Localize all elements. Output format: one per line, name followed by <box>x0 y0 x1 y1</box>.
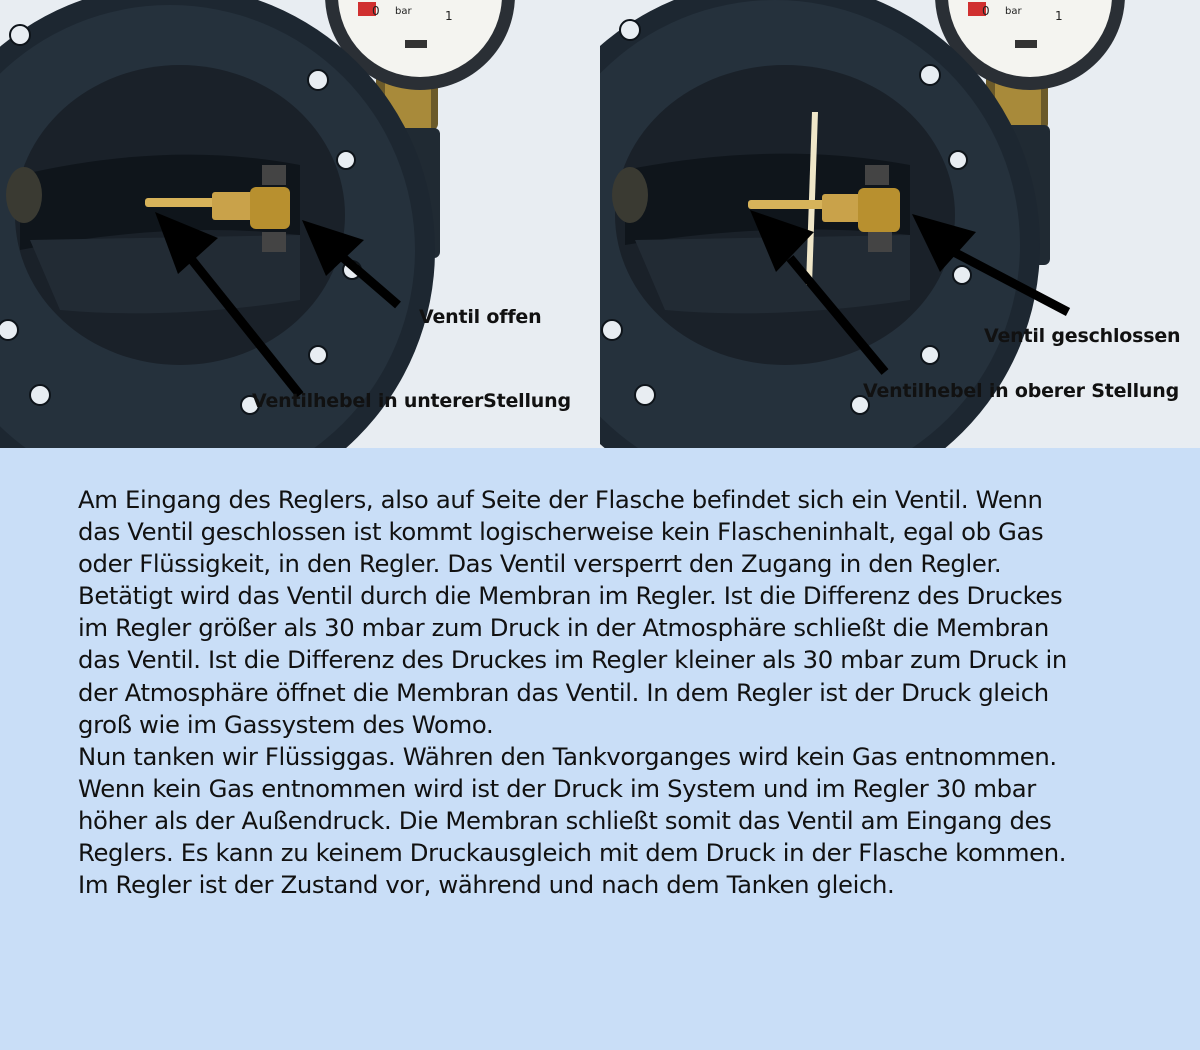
photo-valve-closed <box>600 0 1200 448</box>
text-line: das Ventil geschlossen ist kommt logischerweise kein Flascheninhalt, egal ob Gas <box>78 517 1044 547</box>
text-line: höher als der Außendruck. Die Membran schließt somit das Ventil am Eingang des <box>78 805 1052 835</box>
text-line: Im Regler ist der Zustand vor, während und nach dem Tanken gleich. <box>78 870 895 900</box>
text-line: Reglers. Es kann zu keinem Druckausgleich mit dem Druck in der Flasche kommen. <box>78 838 1067 868</box>
svg-text:bar: bar <box>1005 6 1022 17</box>
svg-text:0: 0 <box>982 4 990 18</box>
text-line: Wenn kein Gas entnommen wird ist der Druck im System und im Regler 30 mbar <box>78 773 1036 803</box>
label-lever-lower: Ventilhebel in untererStellung <box>252 390 571 412</box>
regulator-illustration-open <box>0 0 600 448</box>
photo-valve-open <box>0 0 600 448</box>
text-line: Nun tanken wir Flüssiggas. Währen den Tankvorganges wird kein Gas entnommen. <box>78 741 1057 771</box>
label-valve-open: Ventil offen <box>419 306 542 328</box>
text-line: Betätigt wird das Ventil durch die Membran im Regler. Ist die Differenz des Druckes <box>78 581 1063 611</box>
text-line: der Atmosphäre öffnet die Membran das Ventil. In dem Regler ist der Druck gleich <box>78 677 1049 707</box>
svg-text:bar: bar <box>395 6 412 17</box>
text-line: oder Flüssigkeit, in den Regler. Das Ventil versperrt den Zugang in den Regler. <box>78 549 1002 579</box>
label-valve-closed: Ventil geschlossen <box>984 325 1181 347</box>
text-line: im Regler größer als 30 mbar zum Druck in der Atmosphäre schließt die Membran <box>78 613 1049 643</box>
text-line: Am Eingang des Reglers, also auf Seite der Flasche befindet sich ein Ventil. Wenn <box>78 485 1043 514</box>
svg-text:1: 1 <box>445 9 453 23</box>
svg-text:1: 1 <box>1055 9 1063 23</box>
text-line: groß wie im Gassystem des Womo. <box>78 709 494 739</box>
text-line: das Ventil. Ist die Differenz des Druckes im Regler kleiner als 30 mbar zum Druck in <box>78 645 1067 675</box>
svg-text:0: 0 <box>372 4 380 18</box>
explanation-text <box>78 484 1188 901</box>
label-lever-upper: Ventilhebel in oberer Stellung <box>863 380 1179 402</box>
